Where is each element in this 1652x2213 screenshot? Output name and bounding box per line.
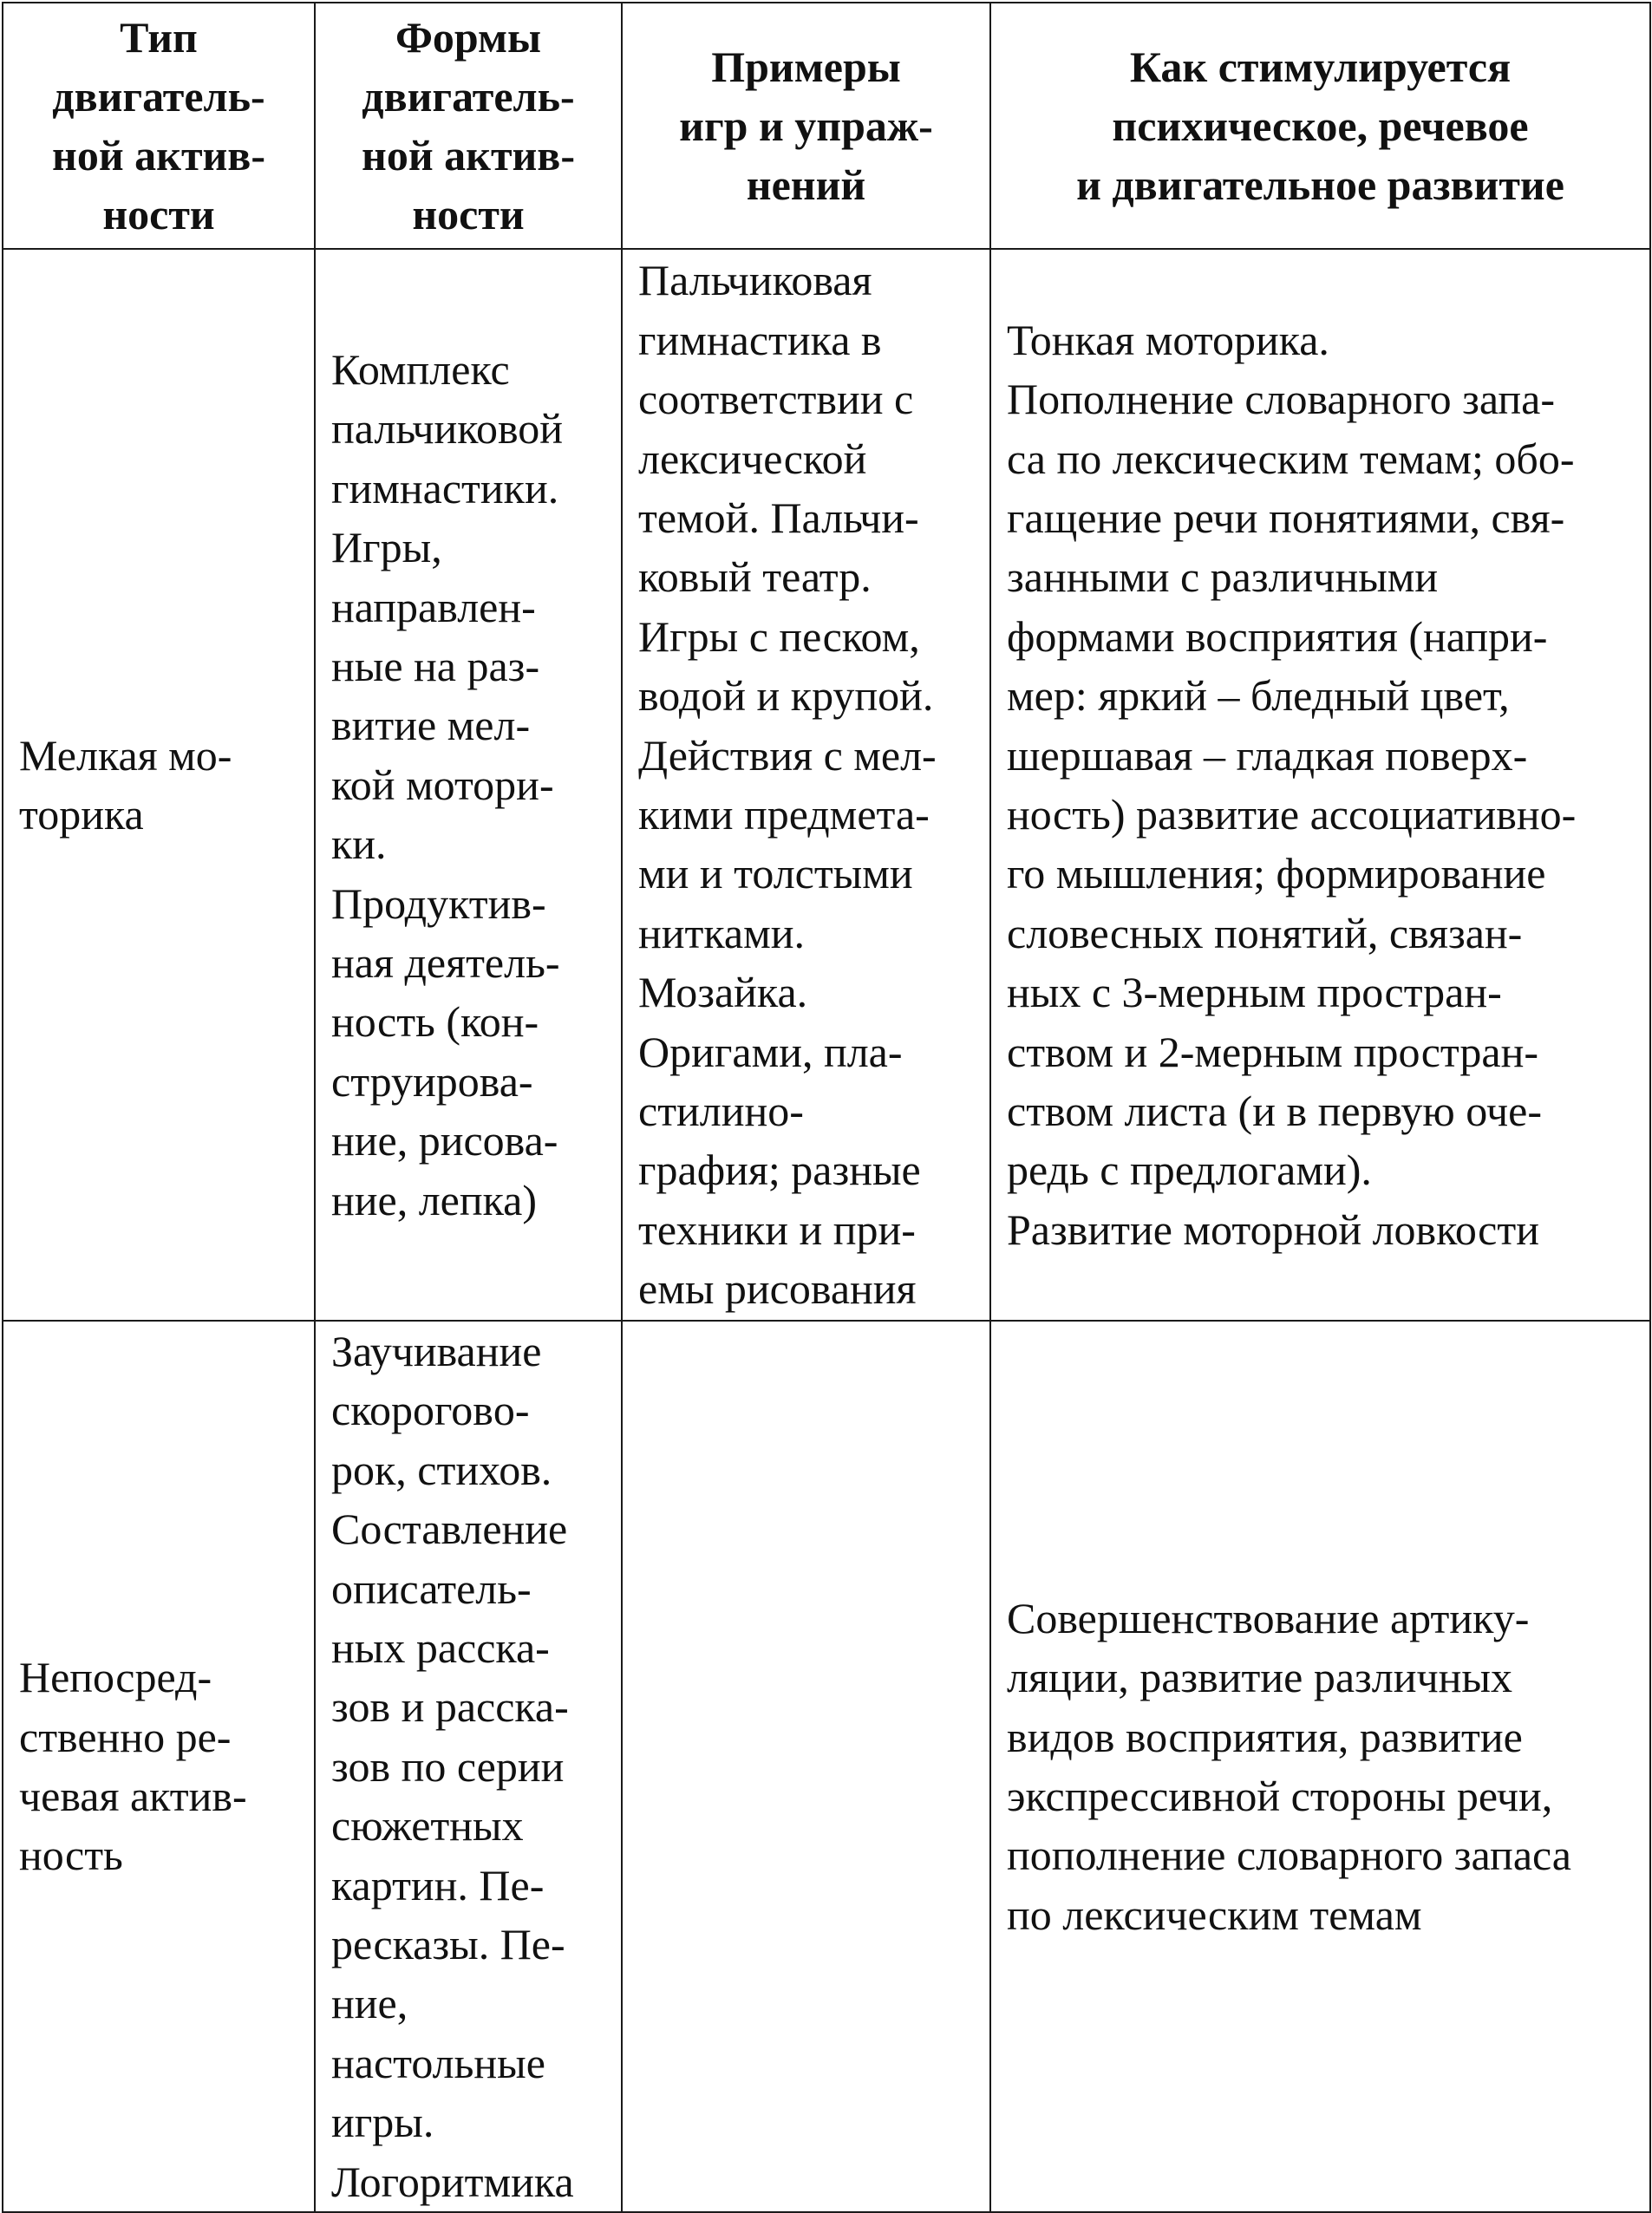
cell-examples: Пальчиковая гимнастика в соответствии с лексической темой. Пальчи- ковый театр. Игры с песком, водой и крупой. Действия с мел- кими предмета- ми и толстыми нитками. Мозайка. Оригами, пла- стилино- графия; разные техники и при- емы рисования [622, 249, 990, 1321]
cell-examples [622, 1321, 990, 2212]
cell-stimulation: Тонкая моторика. Пополнение словарного запа- са по лексическим темам; обо- гащение речи понятиями, свя- занными с различными формами восприятия (напри- мер: яркий – бледный цвет, шершавая – гладкая поверх- ность) развитие ассоциативно- го мышления; формирование словесных понятий, связан- ных с 3-мерным простран- ством и 2-мерным простран- ством листа (и в первую оче- редь с предлогами). Развитие моторной ловкости [990, 249, 1650, 1321]
header-examples: Примеры игр и упраж- нений [622, 3, 990, 249]
cell-forms: Заучивание скороговo- рок, стихов. Составление описатель- ных расска- зов и расска- зов по серии сюжетных картин. Пе- ресказы. Пе- ние, настольные игры. Логоритмика [315, 1321, 622, 2212]
header-stimulation: Как стимулируется психическое, речевое и двигательное развитие [990, 3, 1650, 249]
header-forms: Формы двигатель- ной актив- ности [315, 3, 622, 249]
cell-type: Мелкая мо- торика [3, 249, 315, 1321]
header-type: Тип двигатель- ной актив- ности [3, 3, 315, 249]
activity-table [2, 2, 1651, 2213]
cell-stimulation: Совершенствование артику- ляции, развитие различных видов восприятия, развитие экспрессивной стороны речи, пополнение словарного запаса по лексическим темам [990, 1321, 1650, 2212]
header-row [3, 3, 1650, 249]
table-row [3, 1321, 1650, 2212]
table-row [3, 249, 1650, 1321]
cell-type: Непосред- ственно ре- чевая актив- ность [3, 1321, 315, 2212]
cell-forms: Комплекс пальчиковой гимнастики. Игры, направлен- ные на раз- витие мел- кой мотори- ки. Продуктив- ная деятель- ность (кон- струирова- ние, рисова- ние, лепка) [315, 249, 622, 1321]
